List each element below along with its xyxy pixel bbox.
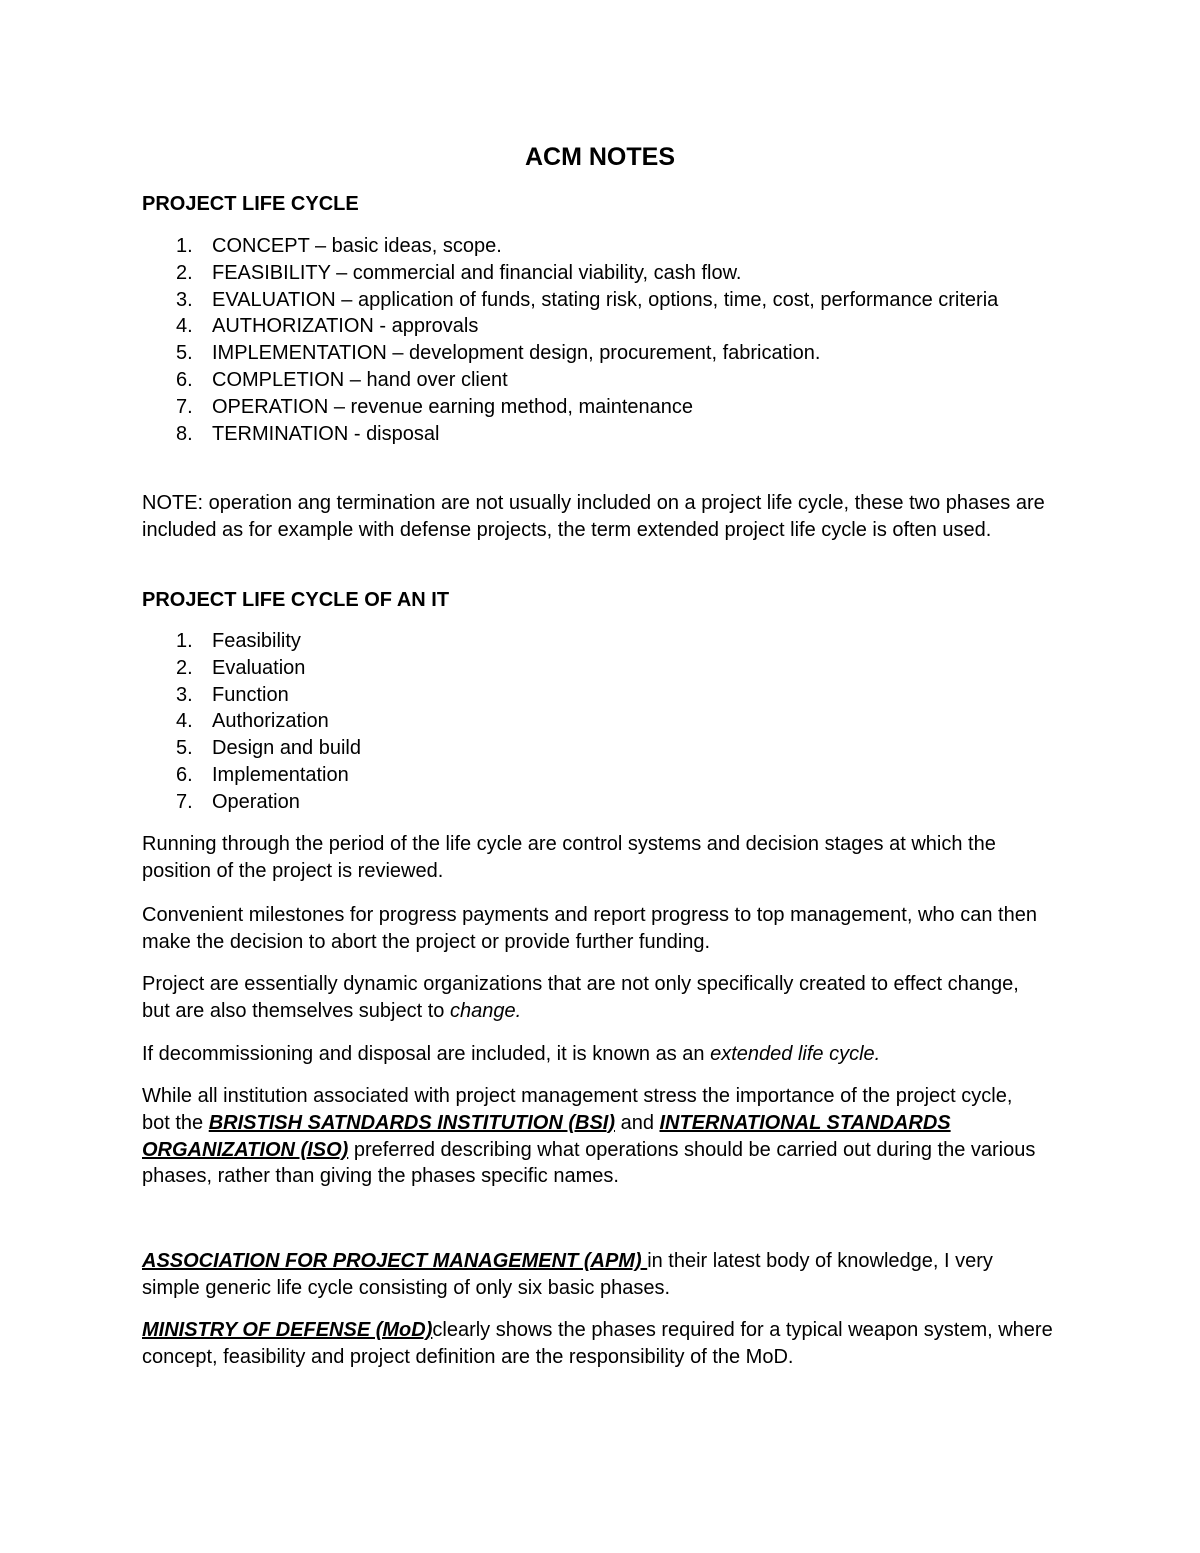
- list-item: 7. Operation: [176, 790, 300, 813]
- org-name-bsi: BRISTISH SATNDARDS INSTITUTION (BSI): [208, 1111, 616, 1134]
- org-name-iso: INTERNATIONAL STANDARDS ORGANIZATION (ISO): [142, 1111, 951, 1161]
- org-name-apm: ASSOCIATION FOR PROJECT MANAGEMENT (APM): [142, 1250, 648, 1272]
- list-item: 2. FEASIBILITY – commercial and financial viability, cash flow.: [176, 261, 742, 284]
- it-life-cycle-list: [142, 628, 1022, 816]
- paragraph-mod: MINISTRY OF DEFENSE (MoD)clearly shows the phases required for a typical weapon system, where concept, feasibility and project definition are the responsibility of the MoD.: [142, 1319, 1053, 1368]
- document-title: ACM NOTES: [525, 143, 675, 171]
- paragraph-standards-institutions: While all institution associated with project management stress the importance of the project cycle, bot the BRISTISH SATNDARDS INSTITUTION (BSI) and INTERNATIONAL STANDARDS ORGANIZATION (ISO) preferred describing what operations should be carried out during the various phases, rather than giving the phases specific names.: [142, 1085, 1036, 1188]
- list-item: 8. TERMINATION - disposal: [176, 422, 440, 445]
- list-item: 5. Design and build: [176, 737, 361, 760]
- list-item: 7. OPERATION – revenue earning method, maintenance: [176, 395, 693, 418]
- paragraph-dynamic-organizations: Project are essentially dynamic organizations that are not only specifically created to effect change, but are also themselves subject to change.: [142, 973, 1019, 1022]
- list-item: 6. Implementation: [176, 763, 349, 786]
- list-item: 6. COMPLETION – hand over client: [176, 368, 508, 391]
- italic-term-extended-life-cycle: extended life cycle.: [710, 1043, 881, 1065]
- list-item: 4. AUTHORIZATION - approvals: [176, 315, 479, 338]
- paragraph-control-systems: Running through the period of the life cycle are control systems and decision stages at which the position of the project is reviewed.: [142, 833, 996, 882]
- section-heading-project-life-cycle: PROJECT LIFE CYCLE: [142, 193, 359, 215]
- list-item: 1. CONCEPT – basic ideas, scope.: [176, 235, 502, 257]
- note-paragraph: NOTE: operation ang termination are not usually included on a project life cycle, these two phases are included as for example with defense projects, the term extended project life cycle is often used.: [142, 492, 1045, 541]
- italic-term-change: change.: [449, 999, 522, 1022]
- paragraph-extended-life-cycle: If decommissioning and disposal are included, it is known as an extended life cycle.: [142, 1043, 881, 1065]
- org-name-mod: MINISTRY OF DEFENSE (MoD): [142, 1319, 433, 1341]
- list-item: 5. IMPLEMENTATION – development design, procurement, fabrication.: [176, 342, 821, 365]
- paragraph-apm: ASSOCIATION FOR PROJECT MANAGEMENT (APM) in their latest body of knowledge, I very simple generic life cycle consisting of only six basic phases.: [142, 1250, 993, 1299]
- paragraph-milestones: Convenient milestones for progress payments and report progress to top management, who can then make the decision to abort the project or provide further funding.: [142, 904, 1037, 953]
- section-heading-it-life-cycle: PROJECT LIFE CYCLE OF AN IT: [142, 589, 450, 611]
- project-life-cycle-list: [142, 233, 1022, 447]
- list-item: 2. Evaluation: [176, 656, 306, 679]
- list-item: 4. Authorization: [176, 710, 329, 733]
- list-item: 3. EVALUATION – application of funds, stating risk, options, time, cost, performance criteria: [176, 288, 999, 311]
- list-item: 1. Feasibility: [176, 630, 301, 652]
- list-item: 3. Function: [176, 683, 289, 706]
